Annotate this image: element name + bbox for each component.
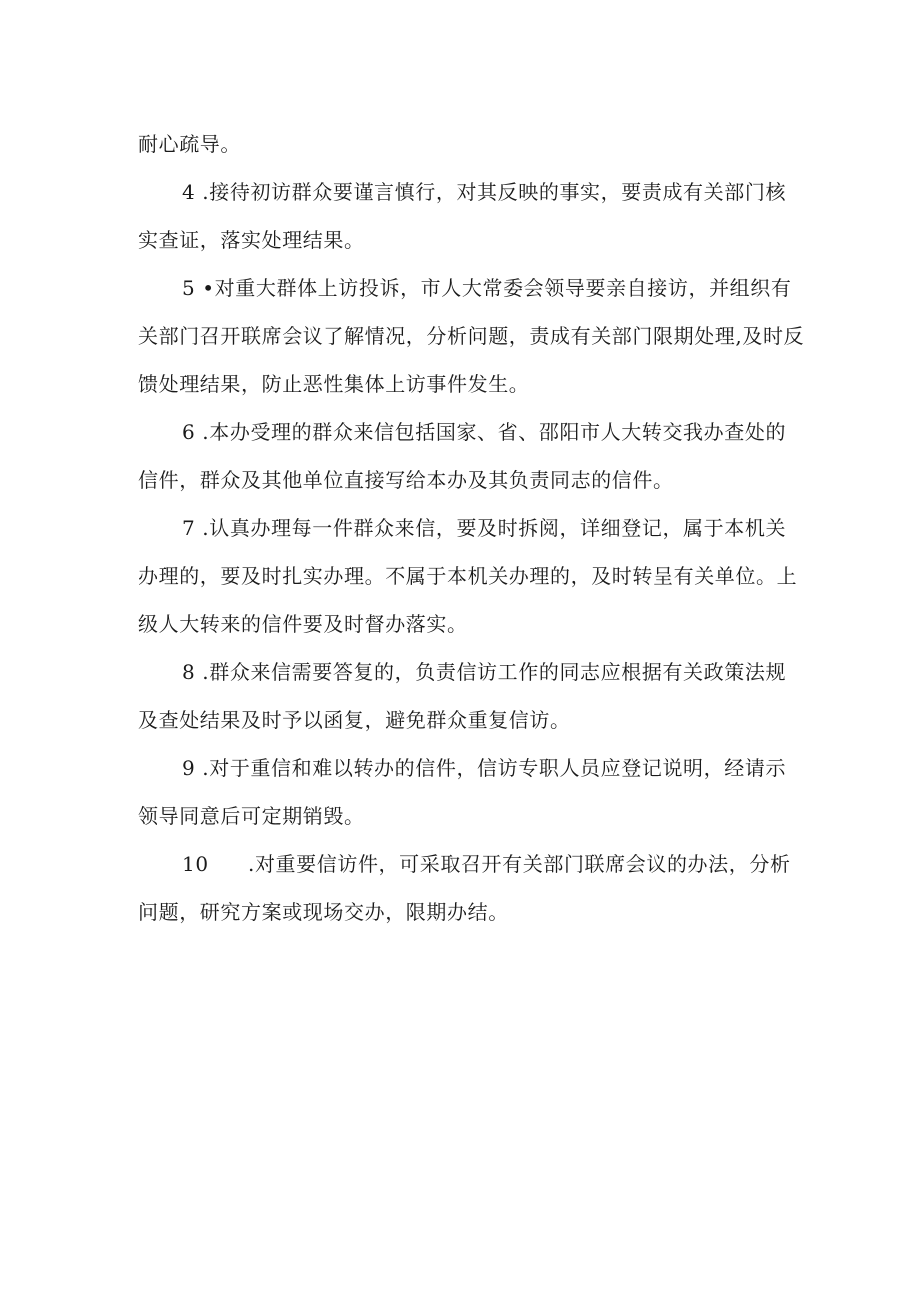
text-line: 问题，研究方案或现场交办，限期办结。 — [138, 900, 509, 924]
text-line: 馈处理结果，防止恶性集体上访事件发生。 — [138, 372, 530, 396]
paragraph-continuation — [138, 120, 784, 168]
text-line: 6 .本办受理的群众来信包括国家、省、邵阳市人大转交我办查处的 — [182, 420, 787, 444]
text-line: 信件，群众及其他单位直接写给本办及其负责同志的信件。 — [138, 468, 674, 492]
text-line: 关部门召开联席会议了解情况，分析问题，责成有关部门限期处理,及时反 — [138, 324, 805, 348]
text-line: 级人大转来的信件要及时督办落实。 — [138, 612, 468, 636]
text-line: 耐心疏导。 — [138, 132, 241, 156]
text-line: 9 .对于重信和难以转办的信件，信访专职人员应登记说明，经请示 — [182, 756, 787, 780]
paragraph-item-7 — [138, 504, 798, 648]
text-line: 及查处结果及时予以函复，避免群众重复信访。 — [138, 708, 571, 732]
text-line: 8 .群众来信需要答复的，负责信访工作的同志应根据有关政策法规 — [182, 660, 787, 684]
text-line: 7 .认真办理每一件群众来信，要及时拆阅，详细登记，属于本机关 — [182, 516, 787, 540]
paragraph-item-8 — [138, 648, 787, 744]
text-segment: .对重要信访件，可采取召开有关部门联席会议的办法，分析 — [248, 852, 791, 876]
paragraph-item-6 — [138, 408, 787, 504]
text-line — [138, 840, 791, 888]
paragraph-item-4 — [138, 168, 787, 264]
text-line: 实查证，落实处理结果。 — [138, 228, 365, 252]
document-body — [138, 120, 805, 936]
paragraph-item-9 — [138, 744, 787, 840]
paragraph-item-5 — [138, 264, 805, 408]
text-line: 5 •对重大群体上访投诉，市人大常委会领导要亲自接访，并组织有 — [182, 276, 792, 300]
text-line: 办理的，要及时扎实办理。不属于本机关办理的，及时转呈有关单位。上 — [138, 564, 798, 588]
item-number: 10 — [182, 852, 209, 876]
text-line: 4 .接待初访群众要谨言慎行，对其反映的事实，要责成有关部门核 — [182, 180, 787, 204]
paragraph-item-10 — [138, 840, 791, 936]
text-line: 领导同意后可定期销毁。 — [138, 804, 365, 828]
